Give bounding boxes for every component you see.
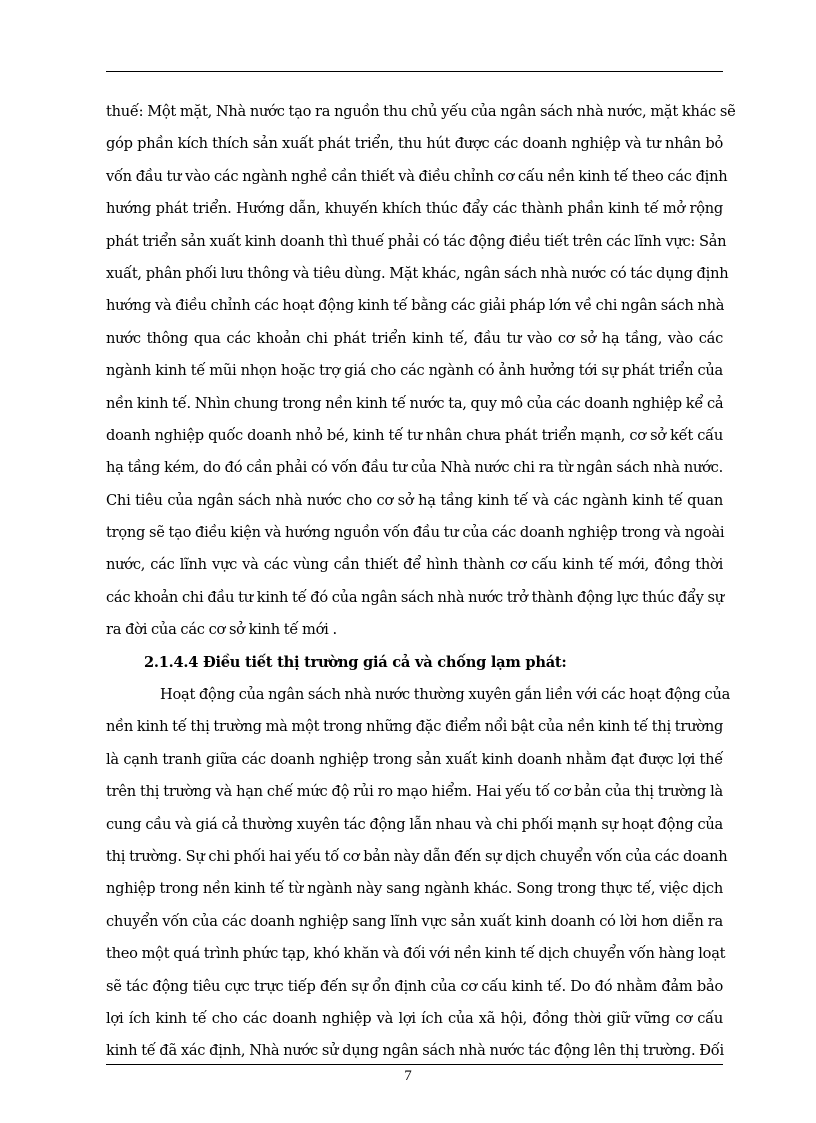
text-line: ra đời của các cơ sở kinh tế mới . — [106, 621, 337, 639]
text-line: thuế: Một mặt, Nhà nước tạo ra nguồn thu chủ yếu của ngân sách nhà nước, mặt khác sẽ — [106, 103, 736, 120]
text-line: nước, các lĩnh vực và các vùng cần thiết để hình thành cơ cấu kinh tế mới, đồng thời — [106, 556, 723, 574]
text-line: cung cầu và giá cả thường xuyên tác động lẫn nhau và chi phối mạnh sự hoạt động của — [106, 815, 723, 833]
text-line: vốn đầu tư vào các ngành nghề cần thiết và điều chỉnh cơ cấu nền kinh tế theo các định — [106, 167, 728, 185]
text-line: các khoản chi đầu tư kinh tế đó của ngân sách nhà nước trở thành động lực thúc đẩy sự — [106, 588, 724, 606]
paragraph-market-regulation — [106, 679, 731, 1068]
text-line: là cạnh tranh giữa các doanh nghiệp trong sản xuất kinh doanh nhằm đạt được lợi thế — [106, 750, 723, 768]
text-line: nghiệp trong nền kinh tế từ ngành này sang ngành khác. Song trong thực tế, việc dịch — [106, 880, 723, 898]
text-line: theo một quá trình phức tạp, khó khăn và đối với nền kinh tế dịch chuyển vốn hàng loạt — [106, 945, 726, 963]
text-line: kinh tế đã xác định, Nhà nước sử dụng ngân sách nhà nước tác động lên thị trường. Đối — [106, 1042, 724, 1060]
section-heading: 2.1.4.4 Điều tiết thị trường giá cả và chống lạm phát: — [144, 653, 567, 671]
text-line: nước thông qua các khoản chi phát triển kinh tế, đầu tư vào cơ sở hạ tầng, vào các — [106, 329, 723, 347]
text-line: thị trường. Sự chi phối hai yếu tố cơ bản này dẫn đến sự dịch chuyển vốn của các doanh — [106, 847, 728, 865]
page-number: 7 — [404, 1068, 412, 1084]
footer-rule — [106, 1064, 723, 1065]
text-line: hướng và điều chỉnh các hoạt động kinh tế bằng các giải pháp lớn về chi ngân sách nhà — [106, 297, 725, 315]
paragraph-budget-orientation — [106, 96, 736, 647]
text-line: doanh nghiệp quốc doanh nhỏ bé, kinh tế tư nhân chưa phát triển mạnh, cơ sở kết cấu — [106, 426, 723, 444]
document-body — [106, 96, 736, 1068]
text-line: chuyển vốn của các doanh nghiệp sang lĩnh vực sản xuất kinh doanh có lời hơn diễn ra — [106, 912, 723, 930]
text-line: xuất, phân phối lưu thông và tiêu dùng. Mặt khác, ngân sách nhà nước có tác dụng định — [106, 264, 729, 282]
text-line: trọng sẽ tạo điều kiện và hướng nguồn vốn đầu tư của các doanh nghiệp trong và ngoài — [106, 524, 725, 542]
text-line: phát triển sản xuất kinh doanh thì thuế phải có tác động điều tiết trên các lĩnh vực: Sản — [106, 232, 727, 250]
text-line: Hoạt động của ngân sách nhà nước thường xuyên gắn liền với các hoạt động của — [160, 686, 731, 704]
text-line: hướng phát triển. Hướng dẫn, khuyến khích thúc đẩy các thành phần kinh tế mở rộng — [106, 200, 723, 218]
text-line: góp phần kích thích sản xuất phát triển, thu hút được các doanh nghiệp và tư nhân bỏ — [106, 135, 723, 153]
text-line: lợi ích kinh tế cho các doanh nghiệp và lợi ích của xã hội, đồng thời giữ vững cơ cấu — [106, 1009, 723, 1027]
text-line: ngành kinh tế mũi nhọn hoặc trợ giá cho các ngành có ảnh hưởng tới sự phát triển của — [106, 362, 723, 380]
header-rule — [106, 71, 723, 72]
text-line: nền kinh tế. Nhìn chung trong nền kinh tế nước ta, quy mô của các doanh nghiệp kể cả — [106, 394, 724, 412]
text-line: hạ tầng kém, do đó cần phải có vốn đầu tư của Nhà nước chi ra từ ngân sách nhà nước. — [106, 459, 723, 477]
text-line: sẽ tác động tiêu cực trực tiếp đến sự ổn định của cơ cấu kinh tế. Do đó nhằm đảm bảo — [106, 977, 723, 995]
text-line: nền kinh tế thị trường mà một trong những đặc điểm nổi bật của nền kinh tế thị trường — [106, 718, 724, 736]
text-line: trên thị trường và hạn chế mức độ rủi ro mạo hiểm. Hai yếu tố cơ bản của thị trường là — [106, 783, 723, 801]
text-line: Chi tiêu của ngân sách nhà nước cho cơ sở hạ tầng kinh tế và các ngành kinh tế quan — [106, 491, 723, 509]
